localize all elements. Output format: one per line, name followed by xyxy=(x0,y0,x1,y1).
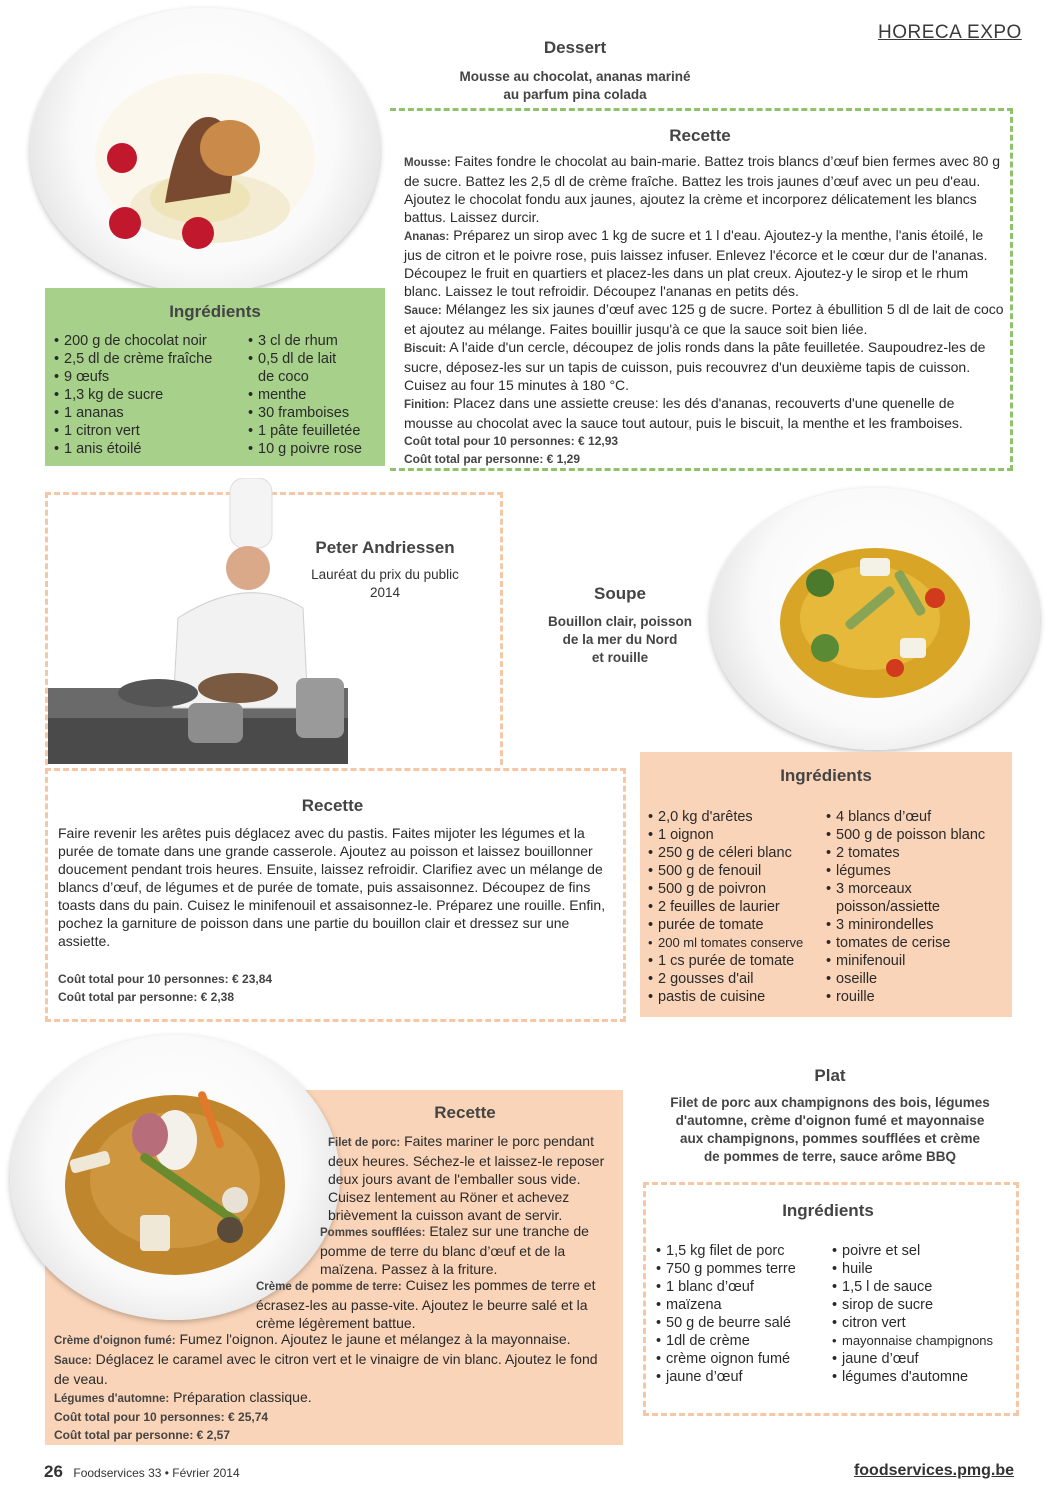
ingredient-item: poisson/assiette xyxy=(836,899,940,915)
soupe-category: Soupe xyxy=(594,584,646,603)
plat-cost-person: Coût total par personne: € 2,57 xyxy=(54,1428,231,1442)
ingredient-item: • 500 g de fenouil xyxy=(648,862,803,880)
ingredient-item: • 1dl de crème xyxy=(656,1332,796,1350)
dessert-ingredients-col2 xyxy=(248,332,362,458)
step-label: Crème de pomme de terre: xyxy=(256,1281,402,1293)
ingredient-item: • 2 gousses d'ail xyxy=(648,970,803,988)
ingredient-item: • crème oignon fumé xyxy=(656,1350,796,1368)
ingredient-item: • 4 blancs d’œuf xyxy=(826,808,985,826)
plat-step-sauce xyxy=(54,1350,614,1388)
ingredient-item: • 2,5 dl de crème fraîche xyxy=(54,350,212,368)
dessert-recipe-text xyxy=(404,152,1004,468)
ingredient-item: • 750 g pommes terre xyxy=(656,1260,796,1278)
ingredient-item: • 0,5 dl de lait xyxy=(248,350,362,368)
dessert-title-line2: au parfum pina colada xyxy=(503,87,647,102)
chef-award-line1: Lauréat du prix du public xyxy=(311,567,459,582)
ingredient-item: • 1,5 l de sauce xyxy=(832,1278,993,1296)
step-label: Crème d'oignon fumé: xyxy=(54,1335,176,1347)
soupe-recipe-paragraph: Faire revenir les arêtes puis déglacez avec du pastis. Faites mijoter les légumes et la purée de tomate dans une grande casserole. Ajoutez au poisson et laissez bouillonner doucement pendant trois heures. Ensuite, laissez refroidir. Clarifiez avec un mélange de blancs d’œuf, de légumes et de purée de tomate, puis assaisonnez. Découpez de fins toasts dans du pain. Cuisez le minifenouil et assaisonnez-le. Préparez une rouille. Enfin, pochez la garniture de poisson dans une partie du bouillon clair et dressez sur une assiette. xyxy=(58,825,606,949)
ingredient-item: • 1 oignon xyxy=(648,826,803,844)
step-text: Etalez sur une tranche de pomme de terre du blanc d’œuf et de la maïzena. Passez à la friture. xyxy=(320,1223,589,1277)
ingredient-item: • purée de tomate xyxy=(648,916,803,934)
ingredient-item: • 250 g de céleri blanc xyxy=(648,844,803,862)
chef-photo xyxy=(48,478,348,764)
ingredient-item: • 3 morceaux xyxy=(826,880,985,898)
ingredient-item: • 1,3 kg de sucre xyxy=(54,386,212,404)
soupe-cost-person: Coût total par personne: € 2,38 xyxy=(58,990,235,1004)
dessert-title xyxy=(400,68,750,104)
ingredient-item: • 3 cl de rhum xyxy=(248,332,362,350)
step-text: Préparez un sirop avec 1 kg de sucre et 1 l d'eau. Ajoutez-y la menthe, l'anis étoilé, le jus de citron et le poivre rose, puis laissez infuser. Enlevez l'écorce et le cœur dur de l'ananas. Découpez le fruit en quartiers et placez-les dans un plat creux. Ajoutez-y le sirop et le rhum blanc. Laissez le tout refroidir. Découpez l'ananas en petits dés. xyxy=(404,227,988,299)
ingredient-item: • poivre et sel xyxy=(832,1242,993,1260)
soupe-title-line2: de la mer du Nord xyxy=(562,632,678,647)
dessert-ingredients-col1 xyxy=(54,332,212,458)
step-label: Finition: xyxy=(404,399,450,411)
plat-title-line4: de pommes de terre, sauce arôme BBQ xyxy=(703,1149,957,1164)
step-label: Ananas: xyxy=(404,231,450,243)
ingredient-item: • mayonnaise champignons xyxy=(832,1332,993,1350)
ingredient-item: • 1 citron vert xyxy=(54,422,212,440)
soupe-cost-total: Coût total pour 10 personnes: € 23,84 xyxy=(58,972,273,986)
ingredient-item: • 1 blanc d’œuf xyxy=(656,1278,796,1296)
ingredient-item: • oseille xyxy=(826,970,985,988)
chef-award-line2: 2014 xyxy=(369,585,401,600)
dessert-step-biscuit xyxy=(404,338,1004,394)
plat-steps-lower xyxy=(54,1330,614,1444)
dessert-plate-illustration xyxy=(30,8,380,293)
ingredient-item: • 1 ananas xyxy=(54,404,212,422)
ingredient-item: • 9 œufs xyxy=(54,368,212,386)
soupe-title-line3: et rouille xyxy=(591,650,649,665)
ingredient-item: • 1 anis étoilé xyxy=(54,440,212,458)
ingredient-item: • 10 g poivre rose xyxy=(248,440,362,458)
plat-step-creme-oignon xyxy=(54,1330,614,1350)
soupe-ingredients-col1 xyxy=(648,808,803,1006)
ingredient-item: • citron vert xyxy=(832,1314,993,1332)
dessert-step-sauce xyxy=(404,300,1004,338)
ingredient-item: • maïzena xyxy=(656,1296,796,1314)
ingredient-item: • sirop de sucre xyxy=(832,1296,993,1314)
ingredient-item: de coco xyxy=(258,369,309,385)
step-text: A l'aide d'un cercle, découpez de jolis ronds dans la pâte feuilletée. Saupoudrez-les de sucre, déposez-les sur un tapis de cuisson, puis recouvrez d'un deuxième tapis de cuisson. Cuisez au four 15 minutes à 180 °C. xyxy=(404,339,986,393)
ingredient-item: • rouille xyxy=(826,988,985,1006)
plat-step-pommes-soufflees xyxy=(320,1222,610,1278)
ingredient-item: • 2 feuilles de laurier xyxy=(648,898,803,916)
step-text: Fumez l'oignon. Ajoutez le jaune et mélangez à la mayonnaise. xyxy=(175,1331,571,1347)
page-footer xyxy=(44,1462,1014,1486)
plat-cost-total: Coût total pour 10 personnes: € 25,74 xyxy=(54,1410,269,1424)
chef-name: Peter Andriessen xyxy=(315,538,455,557)
ingredient-item: • légumes xyxy=(826,862,985,880)
dessert-ingredients-heading: Ingrédients xyxy=(169,302,261,321)
ingredient-item: • 200 g de chocolat noir xyxy=(54,332,212,350)
plat-step-creme-pomme xyxy=(256,1276,612,1332)
page-number: 26 xyxy=(44,1462,63,1481)
soupe-recipe-heading: Recette xyxy=(301,796,364,815)
soupe-photo xyxy=(710,488,1040,750)
dessert-step-ananas xyxy=(404,226,1004,300)
ingredient-item: • 1 pâte feuilletée xyxy=(248,422,362,440)
chef-award xyxy=(290,566,480,602)
dessert-cost-total: Coût total pour 10 personnes: € 12,93 xyxy=(404,434,619,448)
ingredient-item: • 500 g de poisson blanc xyxy=(826,826,985,844)
soupe-ingredients-heading: Ingrédients xyxy=(780,766,872,785)
dessert-recipe-heading: Recette xyxy=(669,126,731,145)
ingredient-item: • 1,5 kg filet de porc xyxy=(656,1242,796,1260)
soupe-ingredients-col2 xyxy=(826,808,985,1006)
magazine-issue: Foodservices 33 • Février 2014 xyxy=(73,1466,240,1480)
dessert-photo xyxy=(30,8,380,293)
step-label: Pommes soufflées: xyxy=(320,1227,426,1239)
step-text: Déglacez le caramel avec le citron vert et le vinaigre de vin blanc. Ajoutez le fond de veau. xyxy=(54,1351,598,1387)
ingredient-item: • 500 g de poivron xyxy=(648,880,803,898)
ingredient-item: • jaune d’œuf xyxy=(832,1350,993,1368)
step-text: Cuisez les pommes de terre et écrasez-les au passe-vite. Ajoutez le beurre salé et la crème légèrement battue. xyxy=(256,1277,596,1331)
plat-title-line2: d'automne, crème d'oignon fumé et mayonnaise xyxy=(675,1113,985,1128)
step-text: Mélangez les six jaunes d’œuf avec 125 g de sucre. Portez à ébullition 5 dl de lait de coco et ajoutez au mélange. Faites bouillir jusqu'à ce que la sauce soit bien liée. xyxy=(404,301,1004,337)
ingredient-item: • pastis de cuisine xyxy=(648,988,803,1006)
plat-title-line3: aux champignons, pommes soufflées et crème xyxy=(679,1131,981,1146)
ingredient-item: • minifenouil xyxy=(826,952,985,970)
ingredient-item: • 1 cs purée de tomate xyxy=(648,952,803,970)
chef-illustration xyxy=(48,478,348,764)
plat-ingredients-heading: Ingrédients xyxy=(782,1201,874,1220)
ingredient-item: • 50 g de beurre salé xyxy=(656,1314,796,1332)
ingredient-item: • huile xyxy=(832,1260,993,1278)
step-label: Mousse: xyxy=(404,157,451,169)
ingredient-item: • tomates de cerise xyxy=(826,934,985,952)
plat-title-line1: Filet de porc aux champignons des bois, légumes xyxy=(670,1095,990,1110)
ingredient-item: • 3 minirondelles xyxy=(826,916,985,934)
soupe-plate-illustration xyxy=(710,488,1040,750)
dessert-title-line1: Mousse au chocolat, ananas mariné xyxy=(459,69,691,84)
ingredient-item: • menthe xyxy=(248,386,362,404)
section-header: HORECA EXPO xyxy=(878,22,1022,43)
plat-ingredients-col2 xyxy=(832,1242,993,1386)
step-label: Filet de porc: xyxy=(328,1137,401,1149)
step-text: Préparation classique. xyxy=(169,1389,312,1405)
dessert-step-mousse xyxy=(404,152,1004,226)
step-label: Légumes d'automne: xyxy=(54,1393,170,1405)
website-link[interactable]: foodservices.pmg.be xyxy=(853,1462,1014,1479)
step-label: Biscuit: xyxy=(404,343,447,355)
ingredient-item: • 2 tomates xyxy=(826,844,985,862)
soupe-recipe-text xyxy=(58,824,606,1006)
plat-recipe-heading: Recette xyxy=(434,1103,496,1122)
ingredient-item: • 200 ml tomates conserve xyxy=(648,934,803,952)
dessert-step-finition xyxy=(404,394,1004,432)
dessert-category: Dessert xyxy=(543,38,607,57)
step-text: Faites fondre le chocolat au bain-marie. Battez trois blancs d’œuf bien fermes avec 80 g de sucre. Battez les 2,5 dl de crème fraîche. Battez les trois jaunes d’œuf avec un peu d'eau. Ajoutez le chocolat fondu aux jaunes, ajoutez la crème et incorporez délicatement les blancs battus. Laissez durcir. xyxy=(404,153,1001,225)
ingredient-item: • 2,0 kg d'arêtes xyxy=(648,808,803,826)
plat-title xyxy=(650,1094,1010,1166)
ingredient-item: • jaune d’œuf xyxy=(656,1368,796,1386)
ingredient-item: • 30 framboises xyxy=(248,404,362,422)
plat-step-filet xyxy=(328,1132,613,1224)
soupe-title-line1: Bouillon clair, poisson xyxy=(547,614,693,629)
soupe-title xyxy=(520,613,720,667)
plat-ingredients-col1 xyxy=(656,1242,796,1386)
step-label: Sauce: xyxy=(404,305,442,317)
step-label: Sauce: xyxy=(54,1355,92,1367)
plat-step-legumes xyxy=(54,1388,614,1408)
plat-category: Plat xyxy=(814,1066,846,1085)
dessert-cost-person: Coût total par personne: € 1,29 xyxy=(404,452,581,466)
ingredient-item: • légumes d'automne xyxy=(832,1368,993,1386)
step-text: Placez dans une assiette creuse: les dés d'ananas, recouverts d'une quenelle de mousse au chocolat avec la sauce tout autour, puis le biscuit, la menthe et les framboises. xyxy=(404,395,963,431)
step-text: Faites mariner le porc pendant deux heures. Séchez-le et laissez-le reposer deux jours avant de l'emballer sous vide. Cuisez lentement au Röner et achevez brièvement la cuisson avant de servir. xyxy=(328,1133,605,1223)
